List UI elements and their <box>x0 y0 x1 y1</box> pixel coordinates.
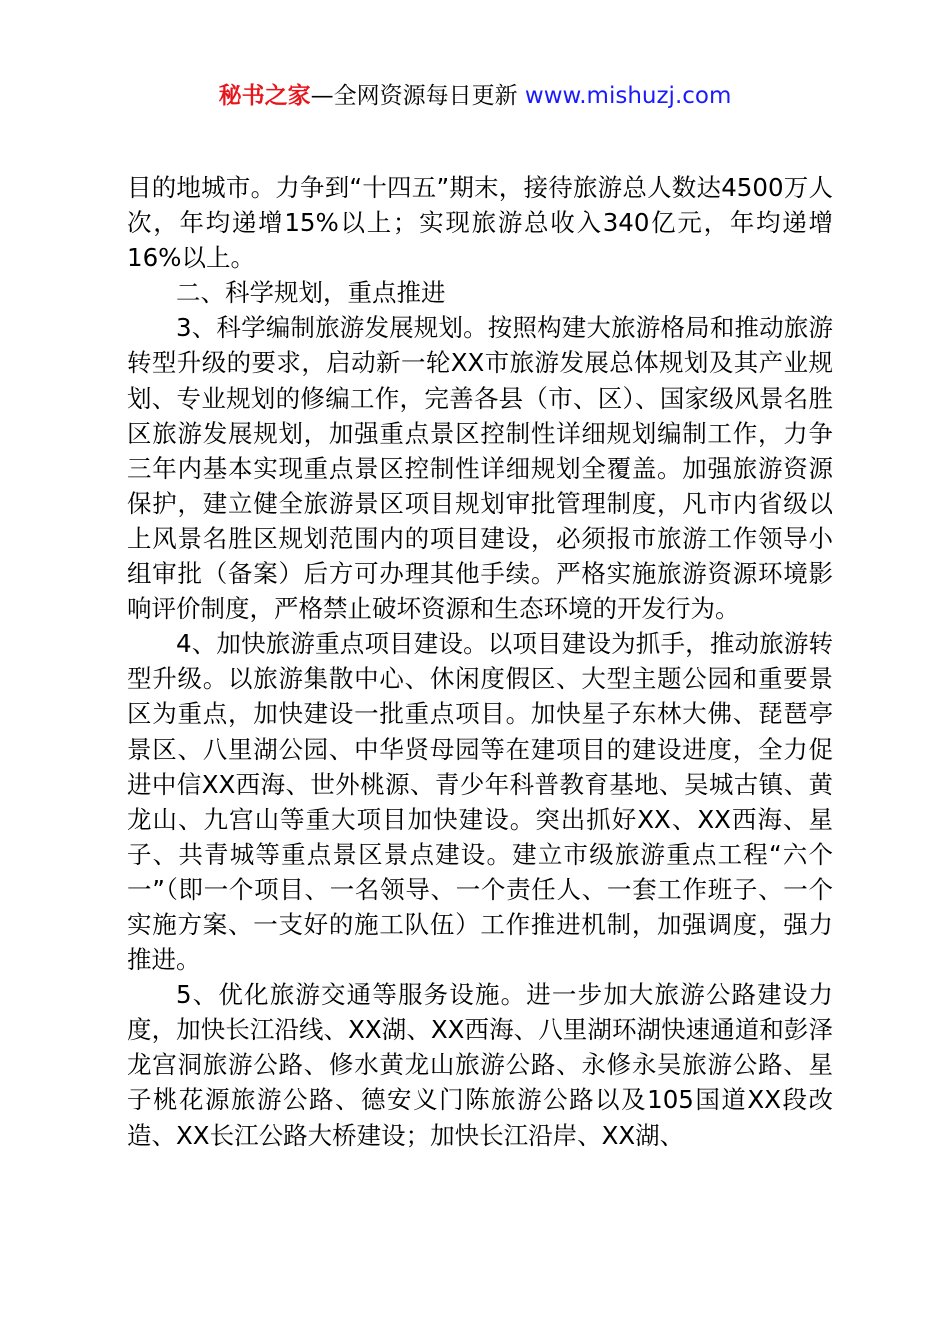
paragraph-item-5: 5、优化旅游交通等服务设施。进一步加大旅游公路建设力度，加快长江沿线、XX湖、XX西海、八里湖环湖快速通道和彭泽龙宫洞旅游公路、修水黄龙山旅游公路、永修永吴旅游公路、星子桃花源旅游公路、德安义门陈旅游公路以及105国道XX段改造、XX长江公路大桥建设；加快长江沿岸、XX湖、 <box>127 980 833 1150</box>
website-link[interactable]: www.mishuzj.com <box>524 83 732 109</box>
paragraph-item-3: 3、科学编制旅游发展规划。按照构建大旅游格局和推动旅游转型升级的要求，启动新一轮XX市旅游发展总体规划及其产业规划、专业规划的修编工作，完善各县（市、区）、国家级风景名胜区旅游发展规划，加强重点景区控制性详细规划编制工作，力争三年内基本实现重点景区控制性详细规划全覆盖。加强旅游资源保护，建立健全旅游景区项目规划审批管理制度，凡市内省级以上风景名胜区规划范围内的项目建设，必须报市旅游工作领导小组审批（备案）后方可办理其他手续。严格实施旅游资源环境影响评价制度，严格禁止破坏资源和生态环境的开发行为。 <box>127 313 833 624</box>
page-header <box>0 78 950 114</box>
section-heading: 二、科学规划，重点推进 <box>176 278 446 308</box>
document-body <box>127 170 833 1153</box>
paragraph-item-4: 4、加快旅游重点项目建设。以项目建设为抓手，推动旅游转型升级。以旅游集散中心、休闲度假区、大型主题公园和重要景区为重点，加快建设一批重点项目。加快星子东林大佛、琵琶亭景区、八里湖公园、中华贤母园等在建项目的建设进度，全力促进中信XX西海、世外桃源、青少年科普教育基地、吴城古镇、黄龙山、九宫山等重大项目加快建设。突出抓好XX、XX西海、星子、共青城等重点景区景点建设。建立市级旅游重点工程“六个一”（即一个项目、一名领导、一个责任人、一套工作班子、一个实施方案、一支好的施工队伍）工作推进机制，加强调度，强力推进。 <box>127 629 833 975</box>
header-tagline: —全网资源每日更新 <box>310 83 525 109</box>
brand-name: 秘书之家 <box>218 83 311 109</box>
paragraph-continuation: 目的地城市。力争到“十四五”期末，接待旅游总人数达4500万人次，年均递增15%以上；实现旅游总收入340亿元，年均递增16%以上。 <box>127 173 833 273</box>
